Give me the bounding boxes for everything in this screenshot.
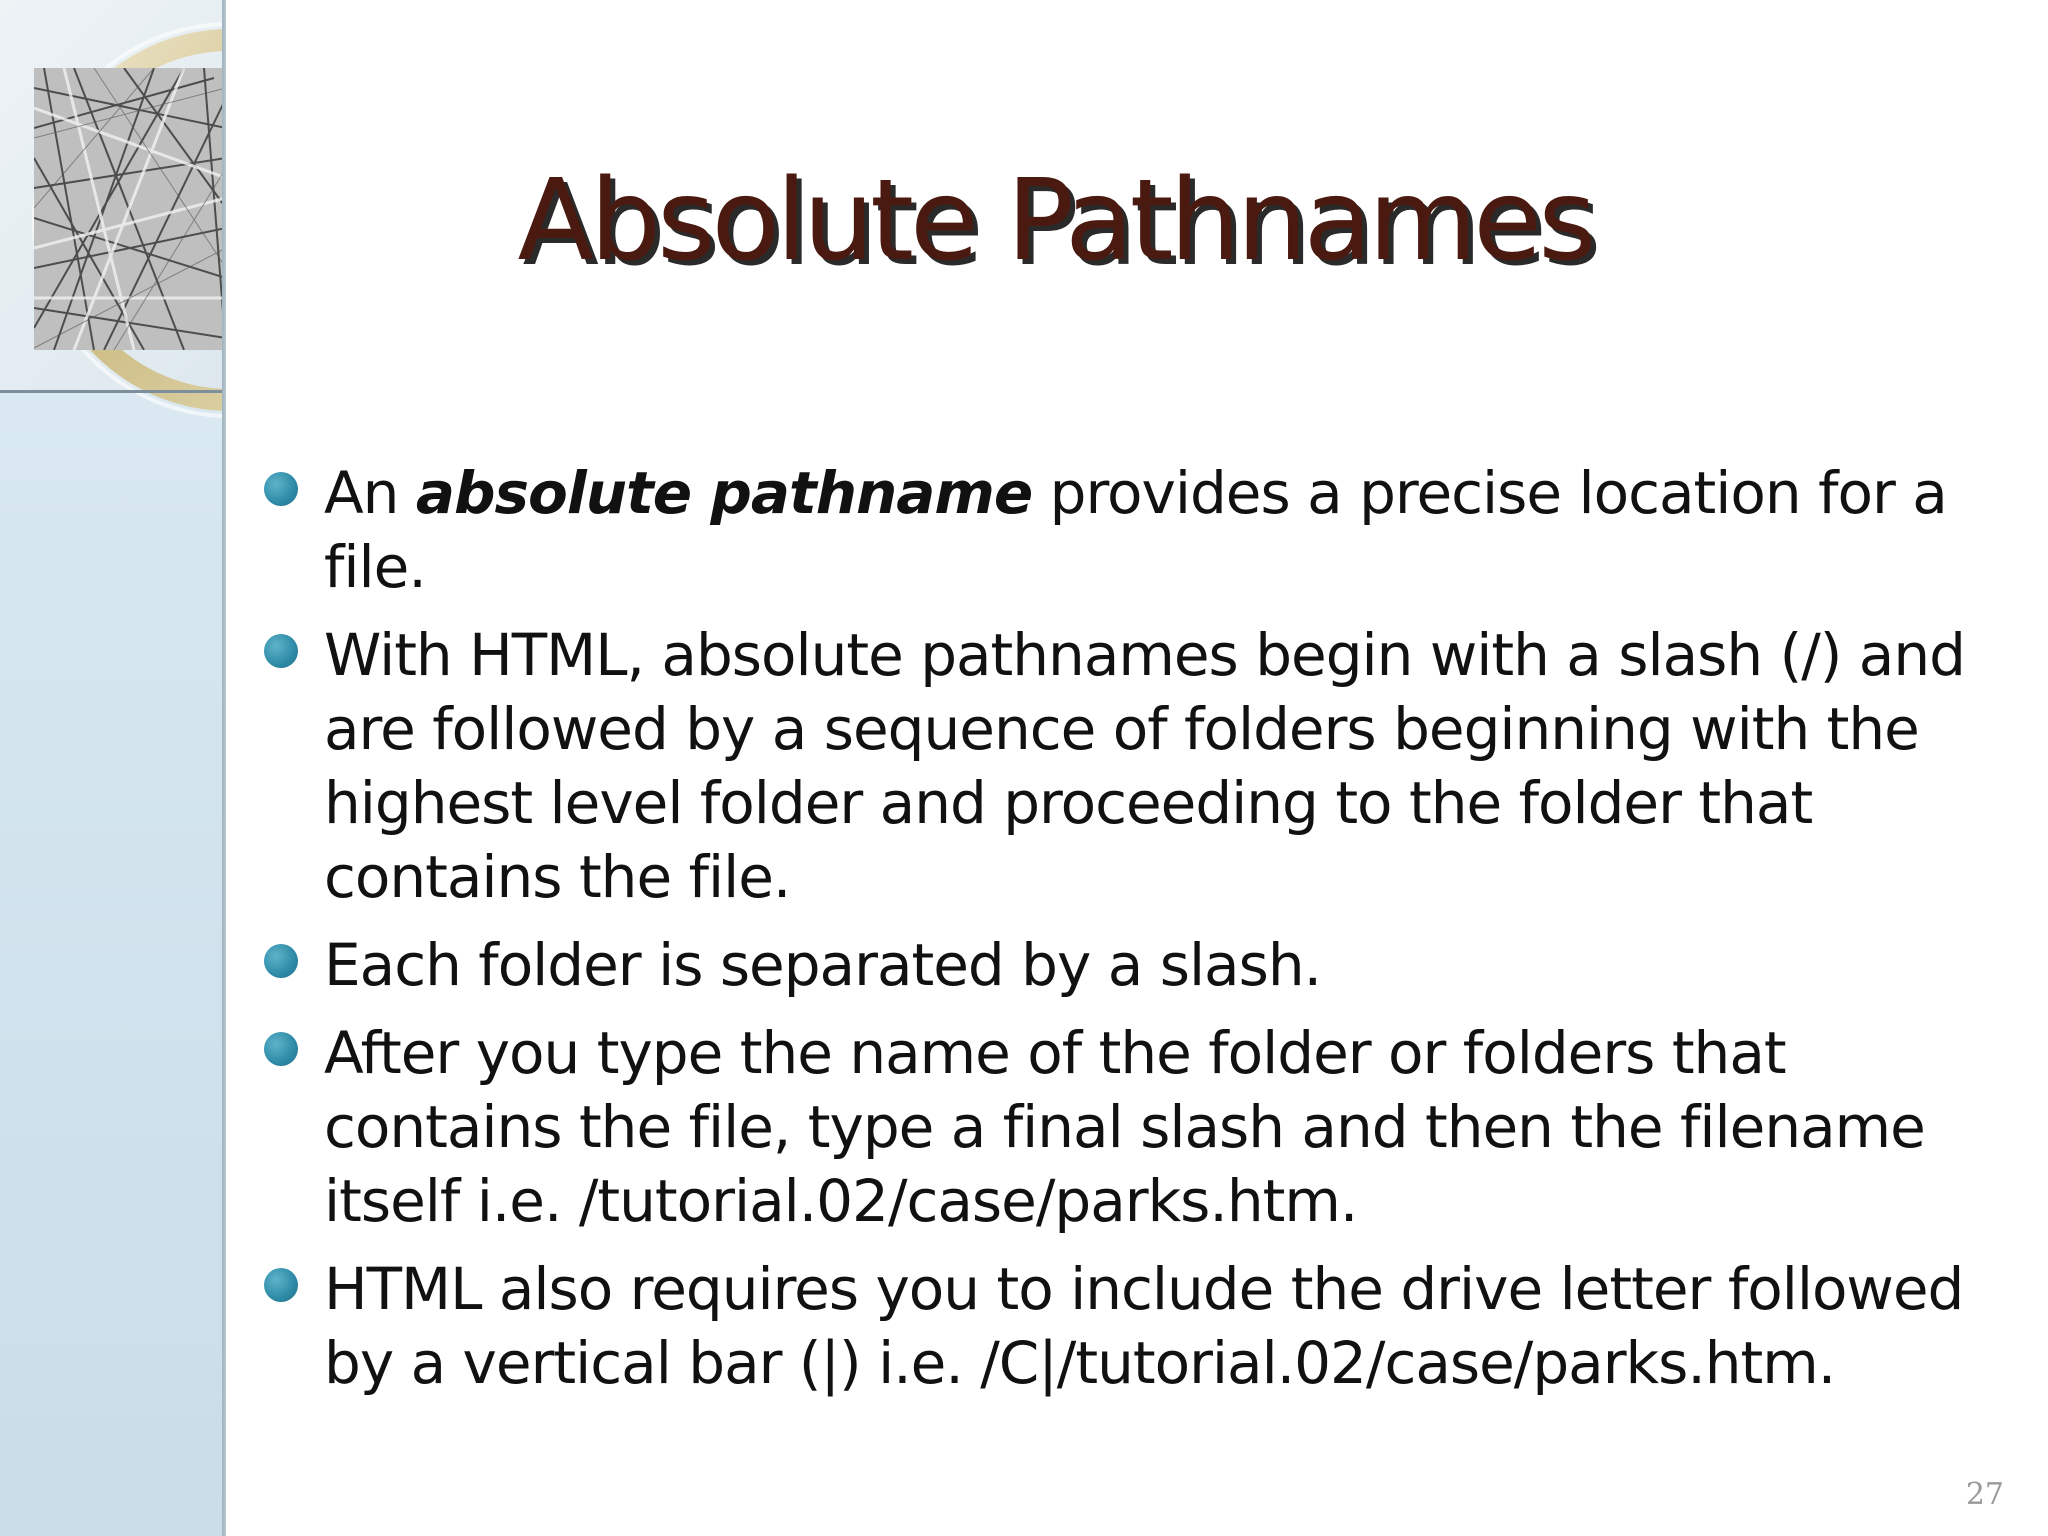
side-divider-rule — [0, 390, 226, 393]
bullet-text-part: provides a precise location for a file. — [324, 459, 1947, 601]
bullet-text: HTML also requires you to include the drive letter followed by a vertical bar (|) i.e. /C|/tutorial.02/case/parks.htm. — [324, 1255, 1964, 1397]
circle-bullet-icon — [264, 944, 298, 978]
bullet-text: After you type the name of the folder or folders that contains the file, type a final slash and then the filename itself i.e. /tutorial.02/case/parks.htm. — [324, 1019, 1925, 1235]
side-decoration-band — [0, 0, 226, 1536]
bullet-text-part: An — [324, 459, 416, 527]
bullet-list — [264, 456, 2034, 1414]
bullet-item — [264, 456, 2034, 604]
bullet-text: With HTML, absolute pathnames begin with a slash (/) and are followed by a sequence of folders beginning with the highest level folder and proceeding to the folder that contains the file. — [324, 621, 1965, 911]
circle-bullet-icon — [264, 472, 298, 506]
slide-title: Absolute Pathnames — [517, 156, 1593, 286]
bullet-item — [264, 1252, 2034, 1400]
circle-bullet-icon — [264, 1268, 298, 1302]
bullet-emphasis-text: absolute pathname — [415, 459, 1033, 527]
bullet-item — [264, 618, 2034, 914]
bullet-item — [264, 1016, 2034, 1238]
bullet-text: Each folder is separated by a slash. — [324, 931, 1322, 999]
page-number: 27 — [1965, 1477, 2004, 1512]
circle-bullet-icon — [264, 634, 298, 668]
bullet-item — [264, 928, 2034, 1002]
texture-photo — [34, 68, 226, 350]
circle-bullet-icon — [264, 1032, 298, 1066]
side-band-edge — [222, 0, 226, 1536]
